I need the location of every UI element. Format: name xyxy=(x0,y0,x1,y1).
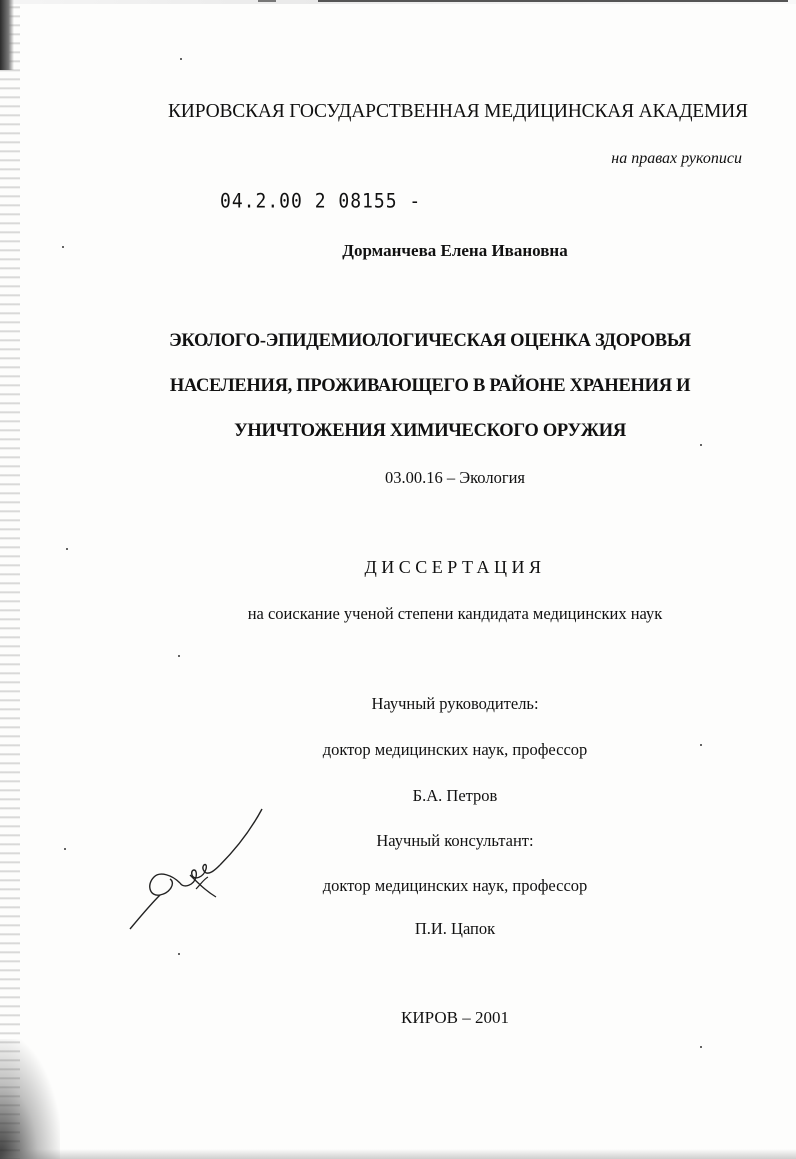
degree-statement: на соискание ученой степени кандидата медицинских наук xyxy=(247,604,663,623)
scan-speck xyxy=(66,548,68,550)
consultant-label: Научный консультант: xyxy=(376,831,534,850)
registration-stamp: 04.2.00 2 08155 - xyxy=(220,189,422,214)
thesis-title-line-1: ЭКОЛОГО-ЭПИДЕМИОЛОГИЧЕСКАЯ ОЦЕНКА ЗДОРОВЬЯ xyxy=(169,331,691,351)
scan-edge-bottom xyxy=(0,1149,796,1159)
scan-edge-top xyxy=(0,0,796,4)
scan-speck xyxy=(178,655,180,657)
scan-speck xyxy=(180,58,182,60)
scan-speck xyxy=(700,444,702,446)
scan-speck xyxy=(64,848,66,850)
consultant-rank: доктор медицинских наук, профессор xyxy=(322,876,588,895)
thesis-title-line-3: УНИЧТОЖЕНИЯ ХИМИЧЕСКОГО ОРУЖИЯ xyxy=(234,421,626,441)
handwritten-signature xyxy=(120,805,280,945)
thesis-title-line-2: НАСЕЛЕНИЯ, ПРОЖИВАЮЩЕГО В РАЙОНЕ ХРАНЕНИЯ И xyxy=(169,376,691,396)
supervisor-name: Б.А. Петров xyxy=(412,786,498,805)
scan-speck xyxy=(62,246,64,248)
supervisor-label: Научный руководитель: xyxy=(371,694,539,713)
author-name: Дорманчева Елена Ивановна xyxy=(342,241,568,260)
city-year: КИРОВ – 2001 xyxy=(401,1008,509,1027)
scan-speck xyxy=(700,1046,702,1048)
scan-speck xyxy=(178,953,180,955)
manuscript-note: на правах рукописи xyxy=(611,150,742,167)
consultant-name: П.И. Цапок xyxy=(414,919,496,938)
supervisor-rank: доктор медицинских наук, профессор xyxy=(322,740,588,759)
document-type: ДИССЕРТАЦИЯ xyxy=(364,557,546,577)
specialty-code: 03.00.16 – Экология xyxy=(384,468,526,487)
scan-edge-left xyxy=(0,0,20,1159)
institution-name: КИРОВСКАЯ ГОСУДАРСТВЕННАЯ МЕДИЦИНСКАЯ АКАДЕМИЯ xyxy=(168,101,748,122)
